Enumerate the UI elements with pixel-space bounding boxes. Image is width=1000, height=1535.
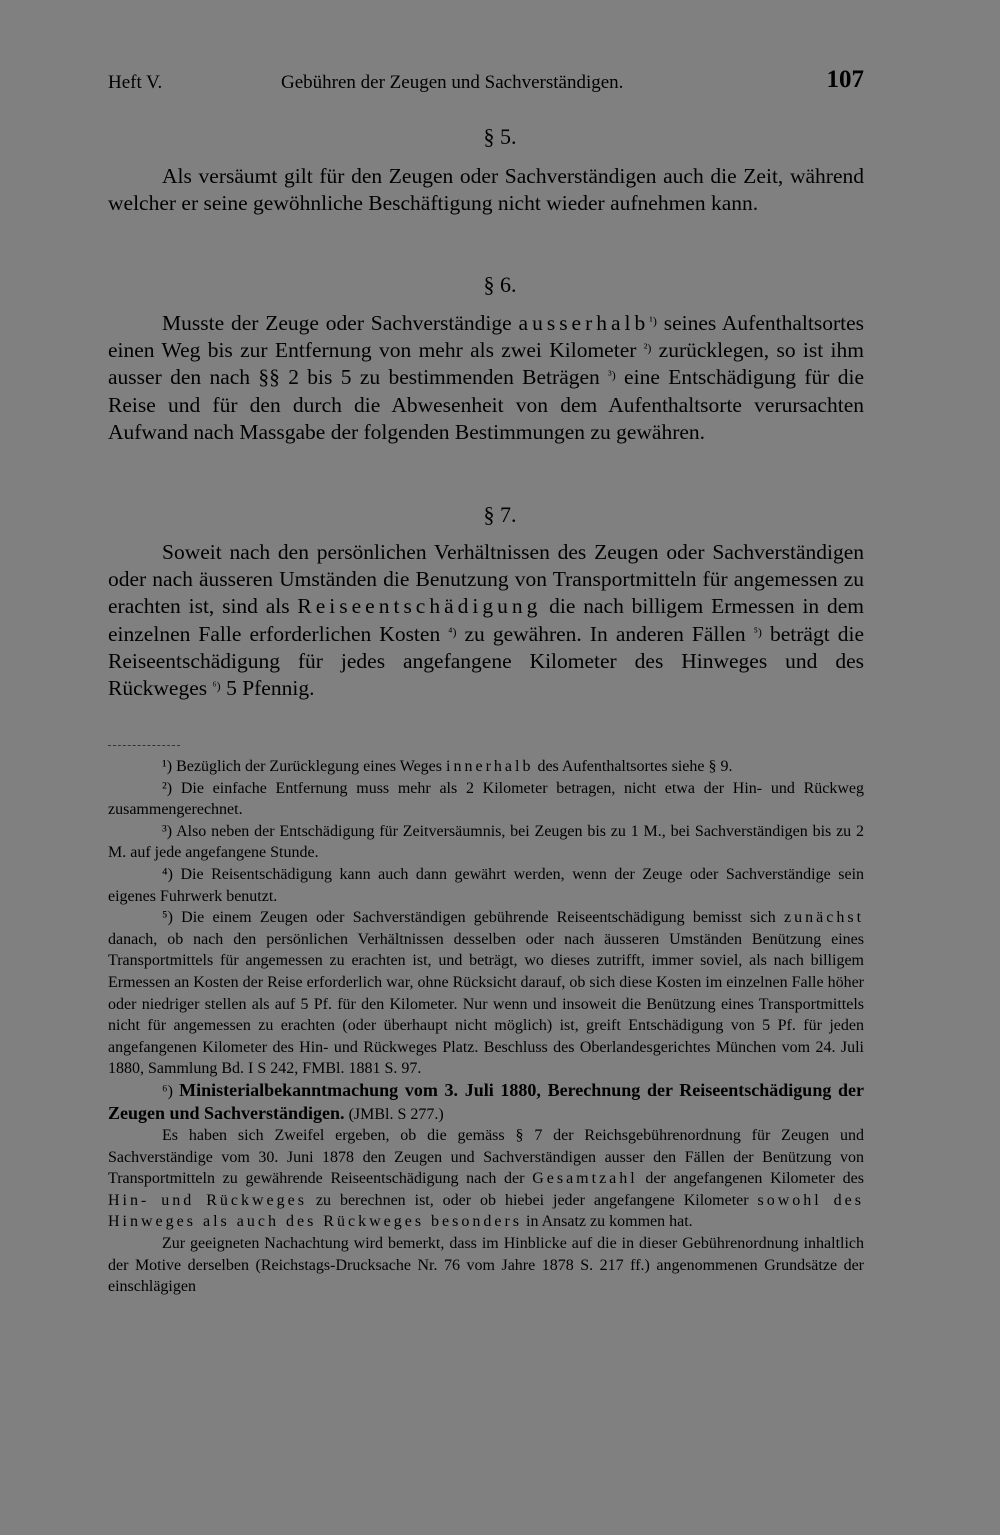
- section-5-text: Als versäumt gilt für den Zeugen oder Sachverständigen auch die Zeit, während welcher er seine gewöhnliche Beschäftigung nicht wieder aufnehmen kann.: [108, 164, 864, 216]
- footnote-4: ⁴) Die Reisentschädigung kann auch dann gewährt werden, wenn der Zeuge oder Sachverständige sein eigenes Fuhrwerk benutzt.: [108, 865, 865, 905]
- footnote-6-title: Ministerialbekanntmachung vom 3. Juli 1880, Berechnung der Reiseentschädigung der Zeugen und Sachverständigen.: [108, 1079, 865, 1123]
- header-issue: Heft V.: [108, 72, 163, 93]
- header-title: Gebühren der Zeugen und Sachverständigen.: [281, 72, 624, 93]
- page-number: 107: [826, 66, 864, 93]
- section-7-heading: § 7.: [483, 502, 517, 527]
- footnote-ref-3: ³): [608, 368, 616, 383]
- spaced-term: Reiseentschädigung: [297, 594, 542, 619]
- footnote-5: ⁵) Die einem Zeugen oder Sachverständigen gebührende Reiseentschädigung bemisst sich zunächst danach, ob nach den persönlichen Verhältnissen desselben oder nach äusseren Umständen Benützung eines Transportmittels für angemessen zu erachten ist, und beträgt, wo dieses zutrifft, immer soviel, als nach billigem Ermessen an Kosten der Reise erforderlich war, ohne Rücksicht darauf, ob sich diese Kosten im einzelnen Falle höher oder niedriger stellen als auf 5 Pf. für den Kilometer. Nur wenn und insoweit die Benützung eines Transportmittels nicht für angemessen zu erachten (oder überhaupt nicht möglich) ist, greift Entschädigung von 5 Pf. für jeden angefangenen Kilometer des Hin- und Rückweges Platz. Beschluss des Oberlandesgerichtes München vom 24. Juli 1880, Sammlung Bd. I S 242, FMBl. 1881 S. 97.: [108, 909, 865, 1078]
- footnote-6: ⁶) Ministerialbekanntmachung vom 3. Juli 1880, Berechnung der Reiseentschädigung der Zeugen und Sachverständigen. (JMBl. S 277.): [108, 1079, 865, 1123]
- section-7-text: Soweit nach den persönlichen Verhältnissen des Zeugen oder Sachverständigen oder nach äusseren Umständen die Benutzung von Transportmitteln für angemessen zu erachten ist, sind als Reiseentschädigung die nach billigem Ermessen in dem einzelnen Falle erforderlichen Kosten $^{^4)}$ zu gewähren. In anderen Fällen $^{^5)}$ beträgt die Reiseentschädigung für jedes angefangene Kilometer des Hinweges und des Rückweges $^{^6)}$ 5 Pfennig.: [108, 540, 864, 701]
- footnotes: [108, 756, 864, 1298]
- section-5-heading: § 5.: [483, 124, 517, 149]
- section-6-heading: § 6.: [483, 272, 517, 297]
- spaced-term: ausserhalb: [518, 311, 650, 335]
- footnote-separator: [108, 745, 180, 746]
- footnote-ref-1: ¹): [649, 314, 657, 328]
- footnote-6-paragraph-1: Es haben sich Zweifel ergeben, ob die gemäss § 7 der Reichsgebührenordnung für Zeugen und Sachverständige vom 30. Juni 1878 den Zeugen und Sachverständigen ausser den Fällen der Benützung von Transportmitteln zu gewährende Reiseentschädigung nach der Gesamtzahl der angefangenen Kilometer des Hin- und Rückweges zu berechnen ist, oder ob hiebei jeder angefangene Kilometer sowohl des Hinweges als auch des Rückweges besonders in Ansatz zu kommen hat.: [108, 1127, 864, 1231]
- running-header: [108, 68, 864, 102]
- footnote-1: ¹) Bezüglich der Zurücklegung eines Weges innerhalb des Aufenthaltsortes siehe § 9.: [162, 758, 733, 775]
- footnote-ref-6: ⁶): [212, 679, 221, 694]
- footnote-ref-4: ⁴): [448, 624, 457, 639]
- footnote-ref-2: ²): [643, 341, 652, 356]
- section-6-text: Musste der Zeuge oder Sachverständige ausserhalb$^{^1)}$ seines Aufenthaltsortes einen Weg bis zur Entfernung von mehr als zwei Kilometer $^{^2)}$ zurücklegen, so ist ihm ausser den nach §§ 2 bis 5 zu bestimmenden Beträgen $^{^3)}$ eine Entschädigung für die Reise und für den durch die Abwesenheit von dem Aufenthaltsorte verursachten Aufwand nach Massgabe der folgenden Bestimmungen zu gewähren.: [108, 311, 865, 444]
- footnote-2: ²) Die einfache Entfernung muss mehr als 2 Kilometer betragen, nicht etwa der Hin- und Rückweg zusammengerechnet.: [108, 779, 864, 819]
- footnote-3: ³) Also neben der Entschädigung für Zeitversäumnis, bei Zeugen bis zu 1 M., bei Sachverständigen bis zu 2 M. auf jede angefangene Stunde.: [108, 822, 864, 862]
- footnote-6-paragraph-2: Zur geeigneten Nachachtung wird bemerkt, dass im Hinblicke auf die in dieser Gebührenordnung inhaltlich der Motive derselben (Reichstags-Drucksache Nr. 76 vom Jahre 1878 S. 217 ff.) angenommenen Grundsätze der einschlägigen: [108, 1235, 864, 1296]
- footnote-ref-5: ⁵): [753, 624, 762, 639]
